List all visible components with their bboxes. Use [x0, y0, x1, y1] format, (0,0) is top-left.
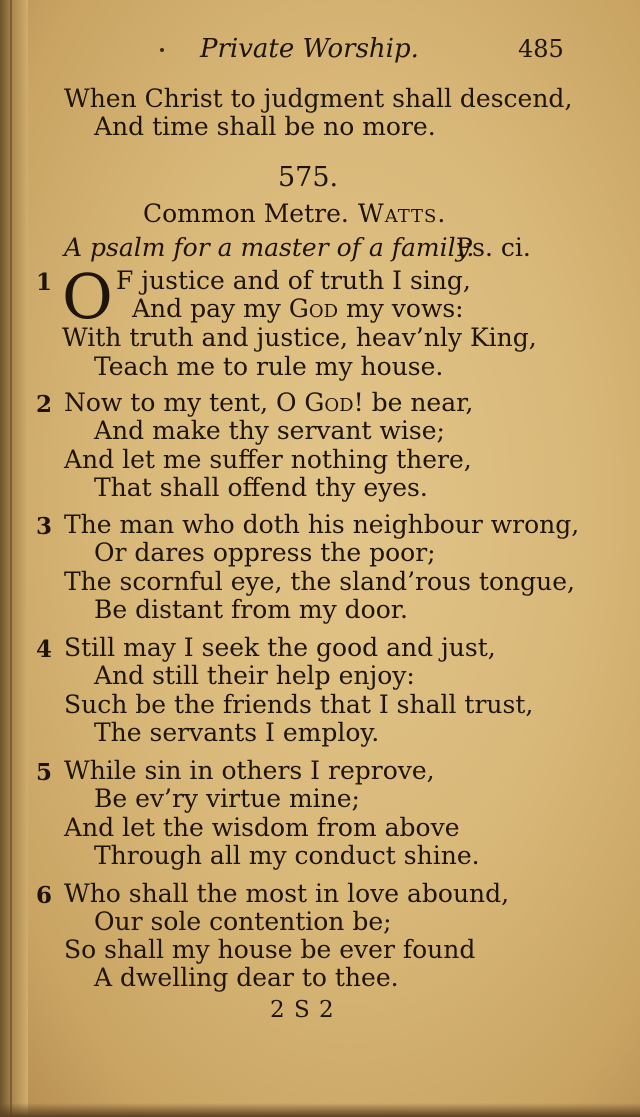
verse-1-line-4: Teach me to rule my house.: [94, 352, 444, 381]
page-bottom-edge: [0, 1103, 640, 1117]
hymn-metre: Common Metre.: [143, 199, 349, 228]
hymn-subtitle: A psalm for a master of a family.: [64, 233, 475, 262]
verse-4-line-4: The servants I employ.: [94, 718, 380, 747]
verse-1-god-word: God: [288, 294, 339, 323]
verse-number-1: 1: [36, 269, 53, 296]
verse-number-5: 5: [36, 759, 53, 786]
hymn-author: Watts.: [358, 199, 447, 228]
verse-5-line-2: Be ev’ry virtue mine;: [94, 784, 360, 813]
running-header-title: Private Worship.: [200, 34, 419, 64]
psalm-reference: Ps. ci.: [456, 233, 531, 262]
verse-1-line-2-post: my vows:: [338, 294, 464, 323]
verse-4-line-2: And still their help enjoy:: [94, 661, 415, 690]
verse-5-line-4: Through all my conduct shine.: [94, 841, 480, 870]
previous-hymn-line-1: When Christ to judgment shall descend,: [64, 84, 573, 113]
verse-5-line-3: And let the wisdom from above: [64, 813, 460, 842]
verse-2-god-word: God: [304, 388, 354, 417]
verse-number-3: 3: [36, 513, 53, 540]
verse-6-line-4: A dwelling dear to thee.: [94, 963, 399, 992]
verse-3-line-1: The man who doth his neighbour wrong,: [64, 510, 580, 539]
verse-2-line-3: And let me suffer nothing there,: [64, 445, 472, 474]
verse-2-line-1: [64, 388, 473, 418]
header-ornament-dot: [160, 48, 164, 52]
verse-2-line-1-pre: Now to my tent, O: [64, 388, 305, 417]
verse-number-6: 6: [36, 882, 53, 909]
verse-2-line-2: And make thy servant wise;: [94, 416, 445, 445]
verse-5-line-1: While sin in others I reprove,: [64, 756, 435, 785]
verse-3-line-4: Be distant from my door.: [94, 595, 408, 624]
verse-2-line-1-post: ! be near,: [353, 388, 474, 417]
verse-number-4: 4: [36, 636, 53, 663]
verse-2-line-4: That shall offend thy eyes.: [94, 473, 428, 502]
previous-hymn-line-2: And time shall be no more.: [94, 112, 436, 141]
verse-3-line-2: Or dares oppress the poor;: [94, 538, 436, 567]
verse-4-line-1: Still may I seek the good and just,: [64, 633, 496, 662]
drop-cap: O: [62, 260, 113, 333]
verse-6-line-1: Who shall the most in love abound,: [64, 879, 510, 908]
verse-1-line-2: [132, 294, 464, 324]
verse-6-line-3: So shall my house be ever found: [64, 935, 476, 964]
printer-signature-mark: 2 S 2: [270, 997, 335, 1023]
verse-6-line-2: Our sole contention be;: [94, 907, 392, 936]
page-number: 485: [518, 35, 564, 63]
hymn-number: 575.: [278, 162, 339, 193]
verse-1-line-1: F justice and of truth I sing,: [116, 266, 471, 295]
book-gutter: [0, 0, 28, 1117]
verse-4-line-3: Such be the friends that I shall trust,: [64, 690, 534, 719]
verse-number-2: 2: [36, 391, 53, 418]
verse-1-line-2-pre: And pay my: [132, 294, 289, 323]
verse-3-line-3: The scornful eye, the sland’rous tongue,: [64, 567, 575, 596]
verse-1-line-3: With truth and justice, heav’nly King,: [62, 323, 537, 352]
